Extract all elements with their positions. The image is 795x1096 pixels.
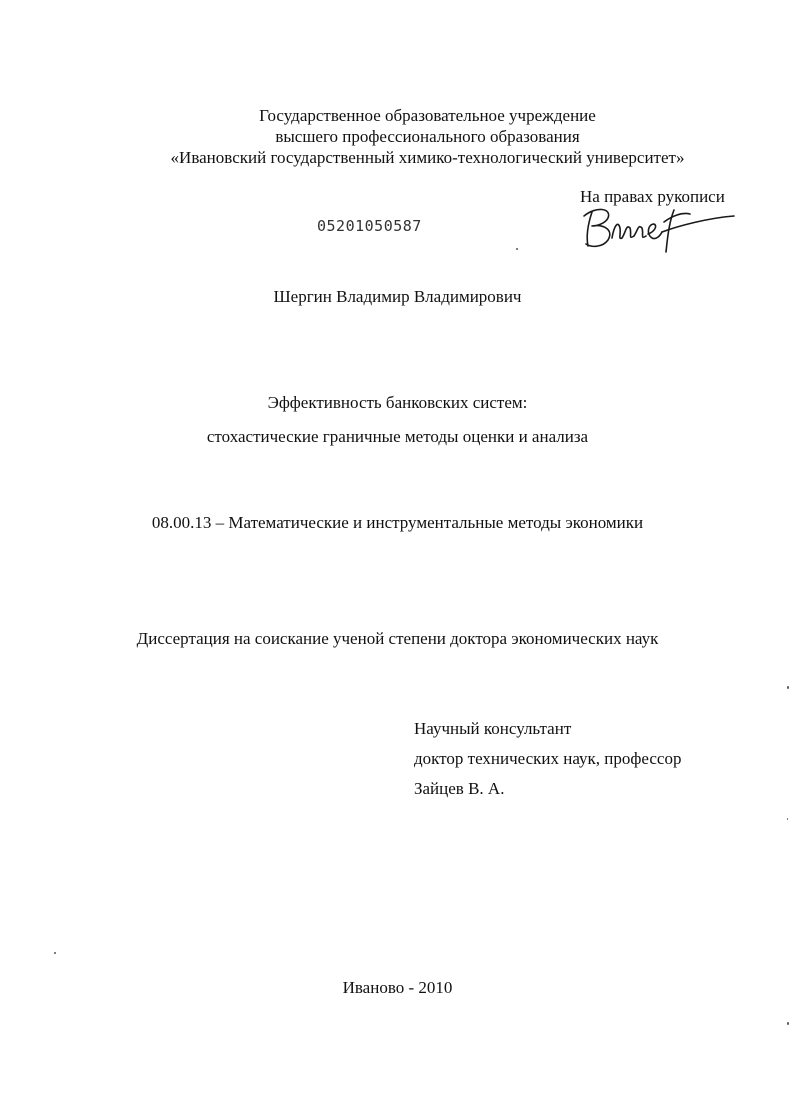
scan-speck: [787, 1022, 789, 1025]
city-year: Иваново - 2010: [342, 978, 453, 997]
consultant-name: Зайцев В. А.: [414, 779, 505, 798]
archive-number: 05201050587: [317, 217, 422, 235]
degree-statement: Диссертация на соискание ученой степени доктора экономических наук: [136, 629, 659, 648]
institution-header: [30, 105, 795, 168]
consultant-role: Научный консультант: [414, 719, 572, 738]
author-name: Шергин Владимир Владимирович: [273, 287, 522, 306]
author-signature: [578, 202, 738, 254]
scan-speck: [787, 686, 789, 689]
scan-speck: [516, 248, 518, 250]
title-line-1: Эффективность банковских систем:: [267, 393, 528, 412]
institution-line-3: «Ивановский государственный химико-технологический университет»: [170, 148, 685, 167]
specialty-code: 08.00.13 – Математические и инструментальные методы экономики: [151, 513, 644, 532]
title-line-2: стохастические граничные методы оценки и анализа: [206, 427, 589, 446]
consultant-credentials: доктор технических наук, профессор: [414, 749, 682, 768]
manuscript-rights-note: На правах рукописи: [580, 187, 725, 206]
scientific-consultant: [414, 718, 681, 808]
scan-speck: [787, 818, 788, 820]
institution-line-1: Государственное образовательное учреждение: [259, 106, 596, 125]
dissertation-title: [0, 392, 795, 460]
scan-speck: [54, 952, 56, 954]
institution-line-2: высшего профессионального образования: [275, 127, 580, 146]
